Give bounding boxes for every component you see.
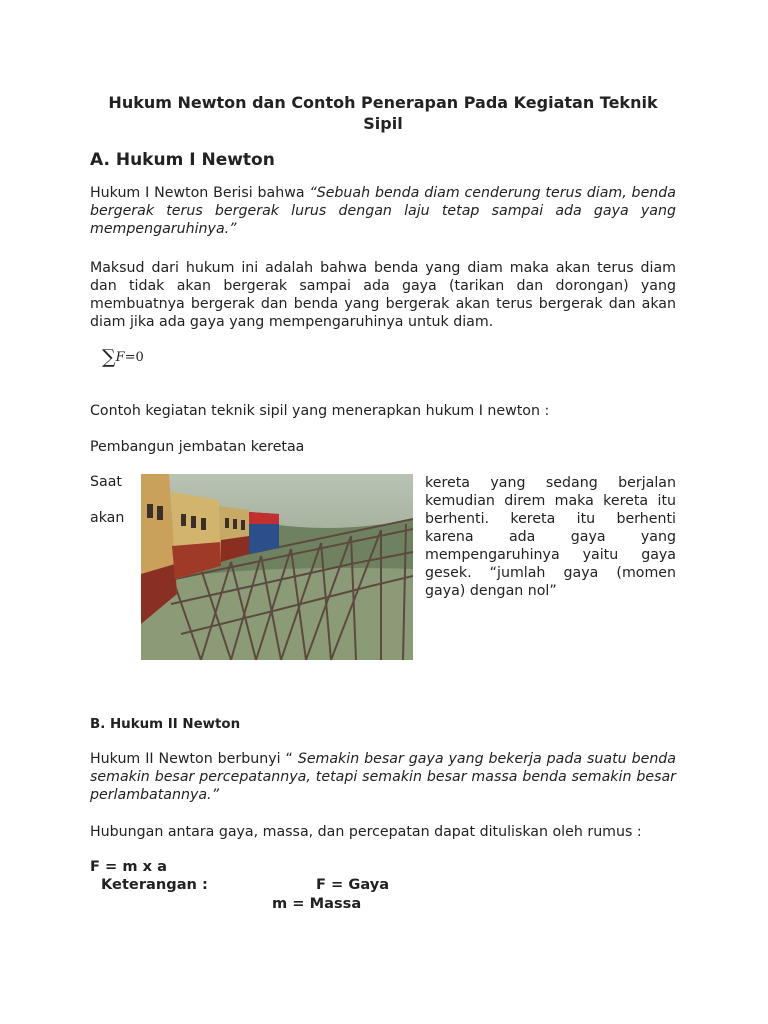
section-a-paragraph-2: Maksud dari hukum ini adalah bahwa benda yang diam maka akan terus diam dan tidak akan bergerak sampai ada gaya (tarikan dan dorongan) yang membuatnya bergerak dan benda yang bergerak akan terus bergerak dan akan diam jika ada gaya yang mempengaruhinya untuk diam. <box>90 260 676 330</box>
section-b-paragraph-1 <box>90 750 676 804</box>
sigma-symbol: ∑ <box>102 346 116 368</box>
section-a-quote: “Sebuah benda diam cenderung terus diam, benda bergerak terus bergerak lurus dengan laju tetap sampai ada gaya yang mempengaruhinya.” <box>90 185 676 237</box>
train-bridge-image <box>141 474 413 660</box>
sum-force-formula <box>102 346 144 368</box>
legend-mass: m = Massa <box>272 895 362 912</box>
legend-force: F = Gaya <box>316 876 390 893</box>
section-b-quote: Semakin besar gaya yang bekerja pada suatu benda semakin besar percepatannya, tetapi semakin besar massa benda semakin besar perlambatannya.” <box>90 751 677 803</box>
section-b-intro-text: Hukum II Newton berbunyi “ <box>90 751 298 767</box>
section-a-intro-text: Hukum I Newton Berisi bahwa <box>90 185 310 201</box>
formula-force-variable: F <box>115 350 125 365</box>
section-b-paragraph-2: Hubungan antara gaya, massa, dan percepatan dapat dituliskan oleh rumus : <box>90 824 642 840</box>
example-title: Pembangun jembatan keretaa <box>90 439 305 455</box>
formula-equals-zero: =0 <box>124 350 144 365</box>
side-word-akan: akan <box>90 510 125 526</box>
keterangan-label: Keterangan : <box>101 876 208 893</box>
page-title: Hukum Newton dan Contoh Penerapan Pada Kegiatan Teknik Sipil <box>108 93 658 133</box>
side-word-saat: Saat <box>90 474 122 490</box>
train-description: kereta yang sedang berjalan kemudian direm maka kereta itu berhenti. kereta itu berhenti karena ada gaya yang mempengaruhinya yaitu gaya gesek. “jumlah gaya (momen gaya) dengan nol” <box>425 475 676 599</box>
newton-second-law-formula: F = m x a <box>90 858 167 875</box>
train-bridge-illustration <box>141 474 413 660</box>
section-a-heading: A. Hukum I Newton <box>90 150 275 170</box>
section-a-paragraph-1 <box>90 184 676 238</box>
section-b-heading: B. Hukum II Newton <box>90 717 241 732</box>
example-intro: Contoh kegiatan teknik sipil yang menerapkan hukum I newton : <box>90 403 550 419</box>
